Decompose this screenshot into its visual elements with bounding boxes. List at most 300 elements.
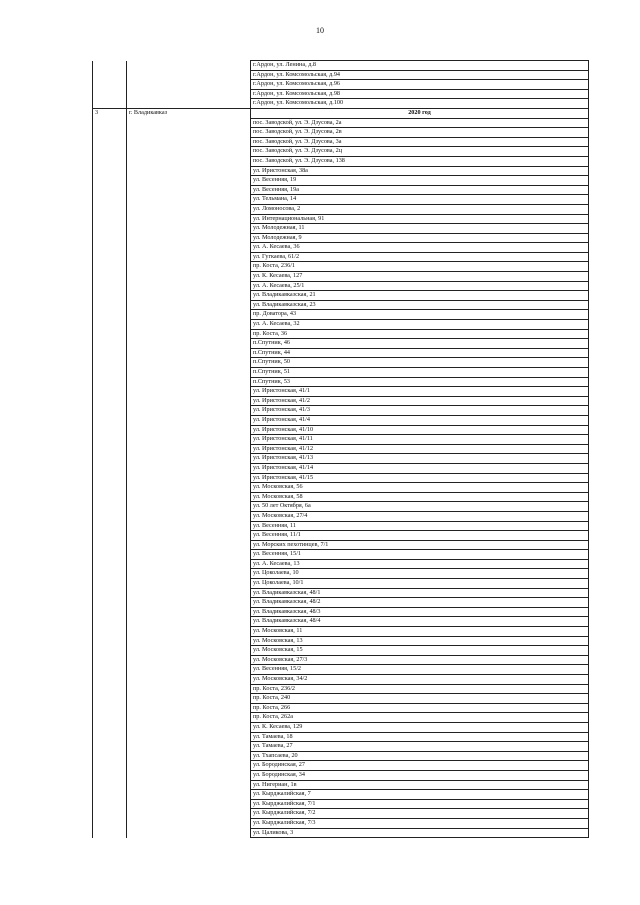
- blank-cell: [391, 224, 589, 234]
- address-cell: ул. Цоколаева, 10/1: [251, 579, 391, 589]
- address-cell: ул. Бородинская, 27: [251, 761, 391, 771]
- table-row: [93, 329, 589, 339]
- blank-cell: [391, 329, 589, 339]
- blank-cell: [391, 310, 589, 320]
- row-number-cell: [93, 320, 127, 330]
- table-row: [93, 636, 589, 646]
- address-cell: пос. Заводской, ул. Э. Дзусова, 3а: [251, 137, 391, 147]
- address-cell: ул. Владикавказская, 48/1: [251, 588, 391, 598]
- address-cell: ул. Иристонская, 41/14: [251, 463, 391, 473]
- table-row: [93, 732, 589, 742]
- blank-cell: [391, 243, 589, 253]
- city-cell: [127, 483, 251, 493]
- blank-cell: [391, 252, 589, 262]
- blank-cell: [391, 713, 589, 723]
- row-number-cell: [93, 473, 127, 483]
- city-cell: [127, 473, 251, 483]
- city-cell: [127, 607, 251, 617]
- blank-cell: [391, 742, 589, 752]
- table-row: [93, 435, 589, 445]
- blank-cell: [391, 732, 589, 742]
- table-row: [93, 281, 589, 291]
- city-cell: [127, 684, 251, 694]
- city-cell: [127, 588, 251, 598]
- row-number-cell: [93, 387, 127, 397]
- table-row: [93, 780, 589, 790]
- address-cell: ул. Московская, 27/4: [251, 511, 391, 521]
- address-cell: ул. Весенняя, 11/1: [251, 531, 391, 541]
- city-cell: [127, 770, 251, 780]
- address-cell: ул. К. Кесаева, 127: [251, 272, 391, 282]
- blank-cell: [391, 799, 589, 809]
- table-row: [93, 531, 589, 541]
- address-cell: ул. Московская, 15: [251, 646, 391, 656]
- table-row: [93, 473, 589, 483]
- row-number-cell: [93, 751, 127, 761]
- address-cell: ул. Тельмана, 14: [251, 195, 391, 205]
- address-cell: ул. Владикавказская, 48/2: [251, 598, 391, 608]
- city-cell: [127, 454, 251, 464]
- row-number-cell: [93, 694, 127, 704]
- city-cell: [127, 252, 251, 262]
- address-cell: ул. Иристонская, 41/1: [251, 387, 391, 397]
- city-cell: [127, 224, 251, 234]
- row-number-cell: [93, 415, 127, 425]
- city-cell: [127, 339, 251, 349]
- row-number-cell: [93, 128, 127, 138]
- city-cell: [127, 291, 251, 301]
- address-cell: пр. Коста, 240: [251, 694, 391, 704]
- table-row: [93, 790, 589, 800]
- blank-cell: [391, 607, 589, 617]
- row-number-cell: [93, 99, 127, 109]
- row-number-cell: [93, 809, 127, 819]
- city-cell: [127, 387, 251, 397]
- table-row: [93, 204, 589, 214]
- city-cell: [127, 310, 251, 320]
- table-row: [93, 761, 589, 771]
- address-cell: ул. Московская, 13: [251, 636, 391, 646]
- table-row: [93, 89, 589, 99]
- address-cell: ул. Владикавказская, 21: [251, 291, 391, 301]
- city-cell: [127, 598, 251, 608]
- city-cell: [127, 492, 251, 502]
- row-number-cell: [93, 559, 127, 569]
- city-cell: [127, 214, 251, 224]
- blank-cell: [391, 770, 589, 780]
- row-number-cell: [93, 166, 127, 176]
- blank-cell: [391, 511, 589, 521]
- row-number-cell: [93, 252, 127, 262]
- city-cell: [127, 415, 251, 425]
- blank-cell: [391, 377, 589, 387]
- city-cell: [127, 828, 251, 838]
- blank-cell: [391, 358, 589, 368]
- row-number-cell: [93, 579, 127, 589]
- table-row: [93, 444, 589, 454]
- city-cell: [127, 742, 251, 752]
- row-number-cell: [93, 444, 127, 454]
- blank-cell: [391, 569, 589, 579]
- address-cell: ул. Весенняя, 15/1: [251, 550, 391, 560]
- city-cell: [127, 646, 251, 656]
- address-cell: ул. Московская, 56: [251, 483, 391, 493]
- table-row: [93, 521, 589, 531]
- city-cell: [127, 790, 251, 800]
- city-cell: [127, 406, 251, 416]
- table-row: [93, 665, 589, 675]
- row-number-cell: [93, 272, 127, 282]
- table-row: [93, 348, 589, 358]
- blank-cell: [391, 483, 589, 493]
- address-cell: ул. Бородинская, 34: [251, 770, 391, 780]
- table-row: [93, 425, 589, 435]
- blank-cell: [391, 339, 589, 349]
- table-row: [93, 646, 589, 656]
- table-row: [93, 770, 589, 780]
- blank-cell: [391, 80, 589, 90]
- table-row: [93, 598, 589, 608]
- row-number-cell: [93, 233, 127, 243]
- row-number-cell: [93, 358, 127, 368]
- table-row: [93, 166, 589, 176]
- blank-cell: [391, 684, 589, 694]
- city-cell: [127, 176, 251, 186]
- blank-cell: [391, 348, 589, 358]
- row-number-cell: [93, 291, 127, 301]
- table-row: [93, 108, 589, 118]
- table-row: [93, 272, 589, 282]
- address-cell: ул. Иристонская, 41/4: [251, 415, 391, 425]
- city-cell: [127, 70, 251, 80]
- city-cell: [127, 272, 251, 282]
- table-row: [93, 156, 589, 166]
- city-cell: [127, 579, 251, 589]
- row-number-cell: [93, 329, 127, 339]
- table-row: [93, 675, 589, 685]
- address-cell: ул. Цоколаева, 10: [251, 569, 391, 579]
- blank-cell: [391, 588, 589, 598]
- row-number-cell: [93, 742, 127, 752]
- row-number-cell: [93, 770, 127, 780]
- year-heading: 2020 год: [251, 108, 589, 118]
- address-cell: ул. Тхапсаева, 20: [251, 751, 391, 761]
- page-number: 10: [316, 26, 324, 35]
- address-cell: г.Ардон, ул. Комсомольская, д.94: [251, 70, 391, 80]
- city-cell: г. Владикавказ: [127, 108, 251, 118]
- city-cell: [127, 300, 251, 310]
- address-cell: ул. Тамаева, 18: [251, 732, 391, 742]
- row-number-cell: [93, 396, 127, 406]
- blank-cell: [391, 521, 589, 531]
- row-number-cell: [93, 818, 127, 828]
- blank-cell: [391, 540, 589, 550]
- table-row: [93, 540, 589, 550]
- city-cell: [127, 329, 251, 339]
- blank-cell: [391, 550, 589, 560]
- address-cell: ул. Нигериан, 1в: [251, 780, 391, 790]
- table-row: [93, 607, 589, 617]
- row-number-cell: [93, 425, 127, 435]
- row-number-cell: [93, 627, 127, 637]
- address-cell: ул. Московская, 27/3: [251, 655, 391, 665]
- address-cell: ул. А. Кесаева, 32: [251, 320, 391, 330]
- blank-cell: [391, 281, 589, 291]
- blank-cell: [391, 233, 589, 243]
- city-cell: [127, 435, 251, 445]
- row-number-cell: [93, 511, 127, 521]
- row-number-cell: [93, 675, 127, 685]
- city-cell: [127, 99, 251, 109]
- table-row: [93, 742, 589, 752]
- city-cell: [127, 156, 251, 166]
- row-number-cell: [93, 598, 127, 608]
- blank-cell: [391, 655, 589, 665]
- table-row: [93, 252, 589, 262]
- blank-cell: [391, 559, 589, 569]
- blank-cell: [391, 415, 589, 425]
- blank-cell: [391, 156, 589, 166]
- table-row: [93, 818, 589, 828]
- address-cell: пр. Коста, 236/1: [251, 262, 391, 272]
- city-cell: [127, 128, 251, 138]
- blank-cell: [391, 751, 589, 761]
- city-cell: [127, 617, 251, 627]
- row-number-cell: [93, 502, 127, 512]
- blank-cell: [391, 425, 589, 435]
- row-number-cell: [93, 185, 127, 195]
- table-row: [93, 502, 589, 512]
- row-number-cell: [93, 176, 127, 186]
- city-cell: [127, 713, 251, 723]
- row-number-cell: [93, 531, 127, 541]
- row-number-cell: [93, 339, 127, 349]
- table-row: [93, 291, 589, 301]
- blank-cell: [391, 473, 589, 483]
- row-number-cell: [93, 550, 127, 560]
- row-number-cell: [93, 454, 127, 464]
- table-row: [93, 61, 589, 71]
- table-row: [93, 80, 589, 90]
- table-row: [93, 262, 589, 272]
- blank-cell: [391, 214, 589, 224]
- address-cell: пр. Коста, 36: [251, 329, 391, 339]
- city-cell: [127, 636, 251, 646]
- city-cell: [127, 550, 251, 560]
- row-number-cell: [93, 703, 127, 713]
- city-cell: [127, 675, 251, 685]
- blank-cell: [391, 195, 589, 205]
- row-number-cell: [93, 195, 127, 205]
- address-cell: пос. Заводской, ул. Э. Дзусова, 2ц: [251, 147, 391, 157]
- city-cell: [127, 281, 251, 291]
- row-number-cell: [93, 665, 127, 675]
- blank-cell: [391, 694, 589, 704]
- city-cell: [127, 655, 251, 665]
- address-cell: п.Спутник, 44: [251, 348, 391, 358]
- row-number-cell: [93, 655, 127, 665]
- city-cell: [127, 559, 251, 569]
- table-row: [93, 569, 589, 579]
- address-cell: ул. Молодежная, 11: [251, 224, 391, 234]
- address-cell: ул. А. Кесаева, 36: [251, 243, 391, 253]
- city-cell: [127, 377, 251, 387]
- address-cell: ул. Кырджалийская, 7/3: [251, 818, 391, 828]
- row-number-cell: [93, 722, 127, 732]
- table-row: [93, 387, 589, 397]
- table-row: [93, 579, 589, 589]
- row-number-cell: [93, 492, 127, 502]
- row-number-cell: [93, 607, 127, 617]
- address-cell: ул. Иристонская, 38а: [251, 166, 391, 176]
- row-number-cell: [93, 281, 127, 291]
- city-cell: [127, 166, 251, 176]
- blank-cell: [391, 89, 589, 99]
- city-cell: [127, 751, 251, 761]
- address-cell: ул. Весенняя, 19а: [251, 185, 391, 195]
- city-cell: [127, 799, 251, 809]
- blank-cell: [391, 176, 589, 186]
- blank-cell: [391, 703, 589, 713]
- table-row: [93, 751, 589, 761]
- blank-cell: [391, 646, 589, 656]
- blank-cell: [391, 166, 589, 176]
- table-row: [93, 655, 589, 665]
- city-cell: [127, 703, 251, 713]
- table-row: [93, 703, 589, 713]
- city-cell: [127, 147, 251, 157]
- table-row: [93, 463, 589, 473]
- row-number-cell: [93, 463, 127, 473]
- row-number-cell: [93, 713, 127, 723]
- city-cell: [127, 463, 251, 473]
- address-cell: г.Ардон, ул. Ленина, д.8: [251, 61, 391, 71]
- address-cell: ул. Ломоносова, 2: [251, 204, 391, 214]
- city-cell: [127, 185, 251, 195]
- row-number-cell: [93, 300, 127, 310]
- city-cell: [127, 368, 251, 378]
- table-row: [93, 828, 589, 838]
- address-cell: ул. Весенняя, 19: [251, 176, 391, 186]
- row-number-cell: [93, 262, 127, 272]
- address-cell: пр. Коста, 236/2: [251, 684, 391, 694]
- city-cell: [127, 89, 251, 99]
- address-cell: ул. Иристонская, 41/3: [251, 406, 391, 416]
- address-cell: ул. А. Кесаева, 25/1: [251, 281, 391, 291]
- row-number-cell: [93, 684, 127, 694]
- row-number-cell: [93, 799, 127, 809]
- table-row: [93, 550, 589, 560]
- blank-cell: [391, 396, 589, 406]
- table-row: [93, 70, 589, 80]
- row-number-cell: [93, 435, 127, 445]
- row-number-cell: [93, 147, 127, 157]
- blank-cell: [391, 598, 589, 608]
- address-cell: ул. Иристонская, 41/2: [251, 396, 391, 406]
- row-number-cell: [93, 214, 127, 224]
- table-row: [93, 492, 589, 502]
- city-cell: [127, 722, 251, 732]
- row-number-cell: [93, 89, 127, 99]
- address-cell: г.Ардон, ул. Комсомольская, д.98: [251, 89, 391, 99]
- table-row: [93, 195, 589, 205]
- blank-cell: [391, 444, 589, 454]
- row-number-cell: [93, 70, 127, 80]
- address-cell: г.Ардон, ул. Комсомольская, д.96: [251, 80, 391, 90]
- table-row: [93, 799, 589, 809]
- row-number-cell: [93, 406, 127, 416]
- table-row: [93, 118, 589, 128]
- address-cell: ул. Кырджалийская, 7: [251, 790, 391, 800]
- row-number-cell: [93, 588, 127, 598]
- blank-cell: [391, 70, 589, 80]
- blank-cell: [391, 790, 589, 800]
- blank-cell: [391, 61, 589, 71]
- city-cell: [127, 262, 251, 272]
- table-row: [93, 454, 589, 464]
- address-cell: ул. Иристонская, 41/15: [251, 473, 391, 483]
- table-row: [93, 396, 589, 406]
- address-table-body: [93, 61, 589, 838]
- blank-cell: [391, 780, 589, 790]
- row-number-cell: [93, 348, 127, 358]
- table-row: [93, 406, 589, 416]
- city-cell: [127, 195, 251, 205]
- row-number-cell: [93, 540, 127, 550]
- blank-cell: [391, 463, 589, 473]
- blank-cell: [391, 118, 589, 128]
- row-number-cell: [93, 243, 127, 253]
- city-cell: [127, 118, 251, 128]
- row-number-cell: 3: [93, 108, 127, 118]
- table-row: [93, 511, 589, 521]
- city-cell: [127, 732, 251, 742]
- blank-cell: [391, 320, 589, 330]
- address-cell: пр. Коста, 266: [251, 703, 391, 713]
- address-cell: пос. Заводской, ул. Э. Дзусова, 138: [251, 156, 391, 166]
- table-row: [93, 559, 589, 569]
- address-cell: ул. Иристонская, 41/13: [251, 454, 391, 464]
- row-number-cell: [93, 80, 127, 90]
- address-cell: ул. Морских пехотинцев, 7/1: [251, 540, 391, 550]
- table-row: [93, 128, 589, 138]
- city-cell: [127, 358, 251, 368]
- table-row: [93, 483, 589, 493]
- city-cell: [127, 61, 251, 71]
- blank-cell: [391, 818, 589, 828]
- address-cell: ул. Интернациональная, 91: [251, 214, 391, 224]
- city-cell: [127, 243, 251, 253]
- table-row: [93, 415, 589, 425]
- blank-cell: [391, 502, 589, 512]
- table-row: [93, 358, 589, 368]
- address-cell: ул. А. Кесаева, 13: [251, 559, 391, 569]
- address-cell: ул. Московская, 11: [251, 627, 391, 637]
- blank-cell: [391, 761, 589, 771]
- city-cell: [127, 425, 251, 435]
- address-cell: п.Спутник, 53: [251, 377, 391, 387]
- row-number-cell: [93, 646, 127, 656]
- address-cell: ул. Владикавказская, 23: [251, 300, 391, 310]
- row-number-cell: [93, 61, 127, 71]
- city-cell: [127, 694, 251, 704]
- blank-cell: [391, 185, 589, 195]
- city-cell: [127, 396, 251, 406]
- address-cell: г.Ардон, ул. Комсомольская, д.100: [251, 99, 391, 109]
- blank-cell: [391, 665, 589, 675]
- address-cell: пр. Доватора, 43: [251, 310, 391, 320]
- blank-cell: [391, 617, 589, 627]
